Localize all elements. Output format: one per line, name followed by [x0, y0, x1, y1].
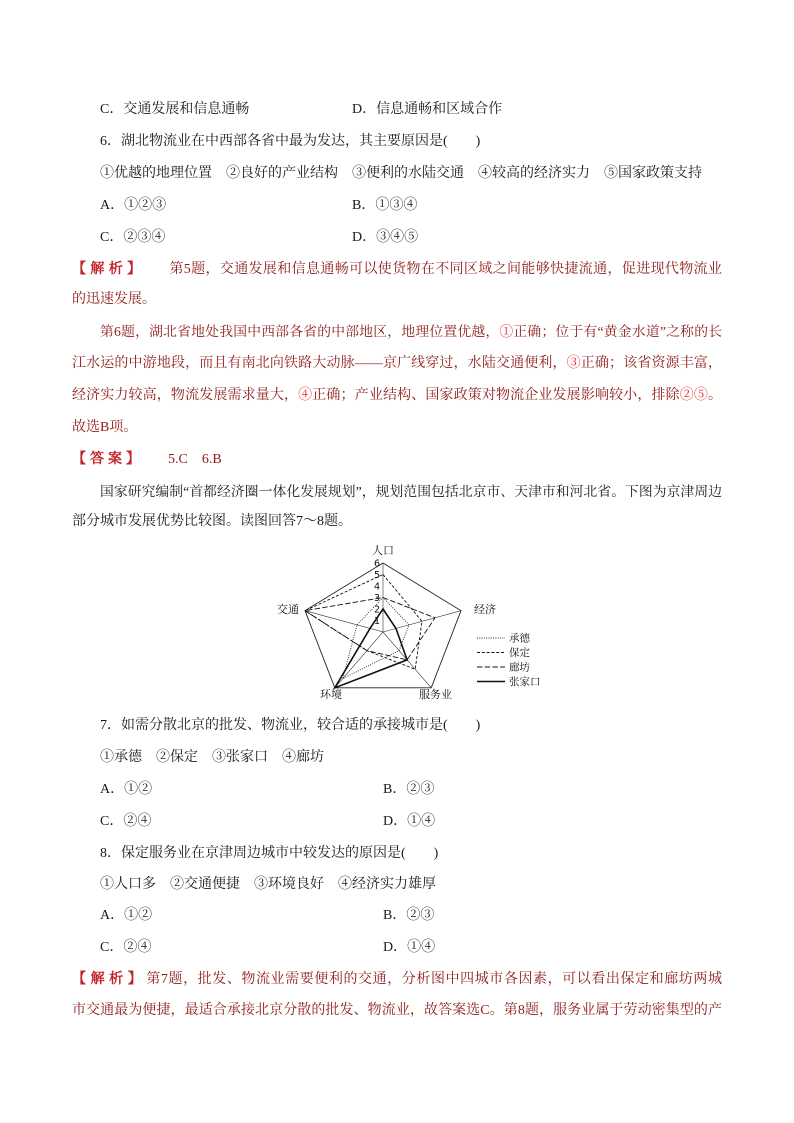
analysis-highlight: ④	[298, 388, 313, 403]
analysis-text: 正确；位于有“黄金水道”之称的长	[513, 324, 723, 339]
analysis-text: 正确；该省资源丰富，	[580, 356, 723, 371]
analysis-line	[72, 1001, 722, 1021]
tick-label: 4	[373, 581, 380, 593]
analysis-line	[72, 386, 722, 406]
q8-option-a: A．①②	[100, 908, 153, 923]
q8-option-b: B．②③	[383, 908, 435, 923]
analysis-highlight: ②⑤	[679, 388, 709, 403]
intro-line: 国家研究编制“首都经济圈一体化发展规划”，规划范围包括北京市、天津市和河北省。下图为京津周边	[100, 484, 722, 499]
q6-option-b: B．①③④	[352, 198, 418, 213]
category-label: 人口	[372, 544, 394, 557]
tick-label: 5	[373, 570, 380, 581]
analysis-text: 江水运的中游地段，而且有南北向铁路大动脉——京广线穿过，水陆交通便利，	[72, 356, 567, 371]
q7-stem: 7．如需分散北京的批发、物流业，较合适的承接城市是( )	[100, 718, 481, 733]
analysis-text: 经济实力较高，物流发展需求量大，	[72, 388, 299, 403]
tick-label: 2	[373, 604, 380, 616]
answer-line	[72, 450, 222, 470]
analysis-line	[72, 290, 156, 310]
radar-spoke	[305, 611, 383, 632]
analysis-highlight: ①	[499, 324, 514, 339]
q6-option-d: D．③④⑤	[352, 230, 419, 245]
radar-chart	[250, 535, 560, 705]
legend-label: 廊坊	[509, 661, 530, 674]
q7-statements: ①承德 ②保定 ③张家口 ④廊坊	[100, 750, 324, 765]
analysis-line	[72, 970, 722, 990]
analysis-text: 第5题，交通发展和信息通畅可以使货物在不同区域之间能够快捷流通，促进现代物流业	[169, 262, 723, 277]
answer-label: 【答案】	[72, 452, 144, 467]
series-line	[335, 609, 407, 688]
q8-statements: ①人口多 ②交通便捷 ③环境良好 ④经济实力雄厚	[100, 877, 436, 892]
analysis-text: 第7题，批发、物流业需要便利的交通，分析图中四城市各因素，可以看出保定和廊坊两城	[146, 972, 723, 987]
analysis-highlight: ③	[566, 356, 581, 371]
q8-option-c: C．②④	[100, 940, 152, 955]
radar-spoke	[383, 611, 461, 632]
category-label: 经济	[474, 603, 496, 616]
q8-stem: 8．保定服务业在京津周边城市中较发达的原因是( )	[100, 846, 439, 861]
tick-label: 6	[373, 558, 380, 570]
q8-option-d: D．①④	[383, 940, 436, 955]
answer-values: 5.C 6.B	[168, 452, 222, 467]
category-label: 交通	[277, 603, 299, 616]
q5-option-d: D．信息通畅和区域合作	[352, 102, 503, 117]
tick-label: 3	[373, 593, 380, 604]
analysis-line	[72, 354, 722, 374]
analysis-label: 【解析】	[72, 972, 147, 987]
radar-spoke	[335, 632, 383, 688]
category-label: 服务业	[419, 688, 452, 701]
analysis-text: 的迅速发展。	[72, 292, 156, 307]
q6-stem: 6．湖北物流业在中西部各省中最为发达，其主要原因是( )	[100, 134, 481, 149]
q5-option-c: C．交通发展和信息通畅	[100, 102, 250, 117]
legend-label: 张家口	[509, 676, 541, 689]
analysis-text: 故选B项。	[72, 420, 138, 435]
category-label: 环境	[320, 688, 342, 701]
analysis-label: 【解析】	[72, 262, 146, 277]
q7-option-a: A．①②	[100, 782, 153, 797]
analysis-line	[100, 322, 722, 342]
analysis-text: 第6题，湖北省地处我国中西部各省的中部地区，地理位置优越，	[100, 324, 500, 339]
q7-option-d: D．①④	[383, 814, 436, 829]
q7-option-c: C．②④	[100, 814, 152, 829]
q6-option-c: C．②③④	[100, 230, 166, 245]
legend-label: 承德	[509, 632, 530, 645]
analysis-line	[72, 418, 137, 438]
intro-line: 部分城市发展优势比较图。读图回答7～8题。	[72, 514, 352, 529]
q7-option-b: B．②③	[383, 782, 435, 797]
analysis-text: 市交通最为便捷，最适合承接北京分散的批发、物流业，故答案选C。第8题，服务业属于劳动密集型的产	[72, 1003, 722, 1018]
analysis-text: 正确；产业结构、国家政策对物流企业发展影响较小，排除	[312, 388, 680, 403]
q6-statements: ①优越的地理位置 ②良好的产业结构 ③便利的水陆交通 ④较高的经济实力 ⑤国家政策支持	[100, 166, 702, 181]
analysis-line	[72, 260, 722, 280]
q6-option-a: A．①②③	[100, 198, 167, 213]
legend-label: 保定	[509, 647, 530, 660]
analysis-text: 。	[708, 388, 723, 403]
tick-label: 1	[373, 616, 380, 627]
